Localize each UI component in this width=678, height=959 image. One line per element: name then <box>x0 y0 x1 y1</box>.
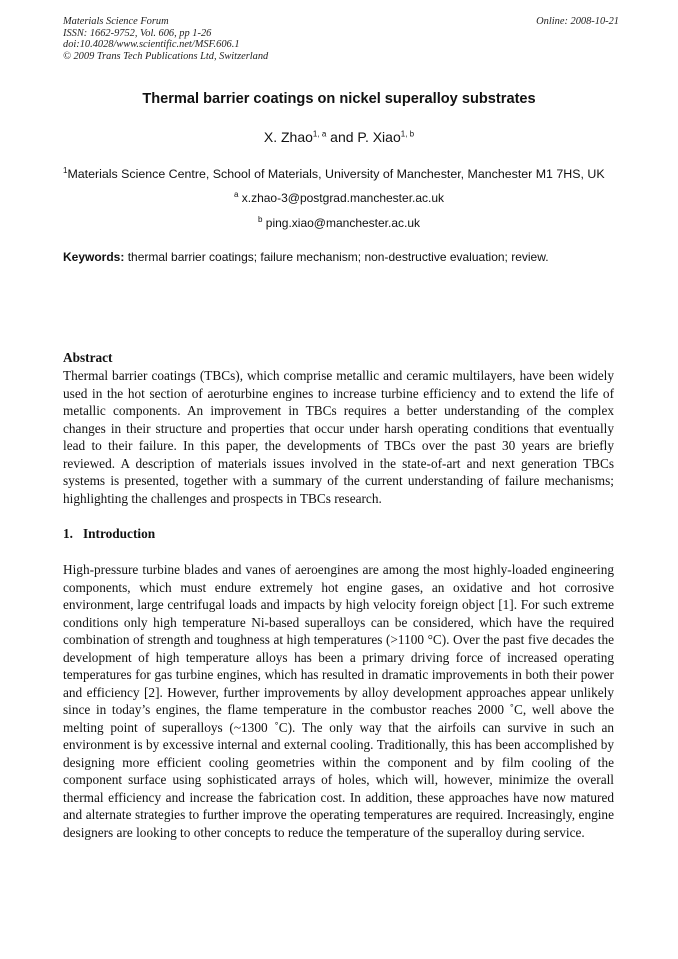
journal-header <box>63 16 619 62</box>
introduction-heading: 1. Introduction <box>63 526 156 541</box>
issn-line: ISSN: 1662-9752, Vol. 606, pp 1-26 <box>63 27 212 39</box>
email-a-sup: a <box>233 190 239 199</box>
online-date: Online: 2008-10-21 <box>536 16 619 27</box>
author-xiao-sup: 1, b <box>400 129 415 139</box>
affiliation-sup: 1 <box>63 165 68 175</box>
doi-line: doi:10.4028/www.scientific.net/MSF.606.1 <box>63 39 240 50</box>
affiliation <box>63 167 619 181</box>
keywords-text: thermal barrier coatings; failure mechanism; non-destructive evaluation; review. <box>124 250 549 264</box>
author-xiao: P. Xiao <box>357 129 401 145</box>
email-a <box>0 191 678 205</box>
email-b <box>0 216 678 230</box>
author-line <box>0 129 678 145</box>
email-b-text: ping.xiao@manchester.ac.uk <box>265 216 421 230</box>
email-b-sup: b <box>257 215 263 224</box>
abstract-heading: Abstract <box>63 350 113 365</box>
paper-title: Thermal barrier coatings on nickel superalloy substrates <box>142 91 536 107</box>
introduction-text: High-pressure turbine blades and vanes of aeroengines are among the most highly-loaded engineering components, which must endure extremely hot engine gases, an oxidative and hot corrosive environment, large centrifugal loads and impacts by high velocity foreign object [1]. For such extreme conditions only high temperature Ni-based superalloys can be considered, which have the required combination of strength and toughness at high temperatures (>1100 °C). Over the past five decades the development of high temperature alloys has been a primary driving force of increased operating temperatures for gas turbine engines, which has resulted in dramatic improvements in both their power and efficiency [2]. However, further improvements by alloy development approaches appear unlikely since in today’s engines, the flame temperature in the combustor reaches 2000 ˚C, well above the melting point of superalloys (~1300 ˚C). The only way that the airfoils can survive in such an environment is by excessive internal and external cooling. Traditionally, this has been accomplished by designing more efficient cooling geometries within the component and by film cooling of the component surface using sophisticated arrays of holes, which will, however, minimize the overall thermal efficiency and increase the fabrication cost. In addition, these approaches have now matured and alternate strategies to further improve the operating temperatures are required. Increasingly, engine designers are looking to other concepts to reduce the temperature of the superalloy during service. <box>63 562 614 840</box>
keywords-label: Keywords: <box>63 250 125 264</box>
email-a-text: x.zhao-3@postgrad.manchester.ac.uk <box>241 191 445 205</box>
author-conjunction: and <box>326 129 358 145</box>
abstract-text: Thermal barrier coatings (TBCs), which comprise metallic and ceramic multilayers, have been widely used in the hot section of aeroturbine engines to increase turbine efficiency and to extend the life of metallic components. An improvement in TBCs requires a better understanding of the complex changes in their structure and properties that occur under harsh operating conditions that eventually lead to their failure. In this paper, the developments of TBCs over the past 30 years are briefly reviewed. A description of materials issues involved in the state-of-art and next generation TBCs systems is presented, together with a summary of the current understanding of failure mechanisms; highlighting the challenges and prospects in TBCs research. <box>63 368 614 506</box>
keywords <box>63 250 623 264</box>
journal-name: Materials Science Forum <box>63 16 169 27</box>
copyright-line: © 2009 Trans Tech Publications Ltd, Switzerland <box>63 50 269 62</box>
author-zhao: X. Zhao <box>263 129 313 145</box>
affiliation-text: Materials Science Centre, School of Materials, University of Manchester, Manchester M1 7HS, UK <box>67 167 605 181</box>
author-zhao-sup: 1, a <box>312 129 327 139</box>
